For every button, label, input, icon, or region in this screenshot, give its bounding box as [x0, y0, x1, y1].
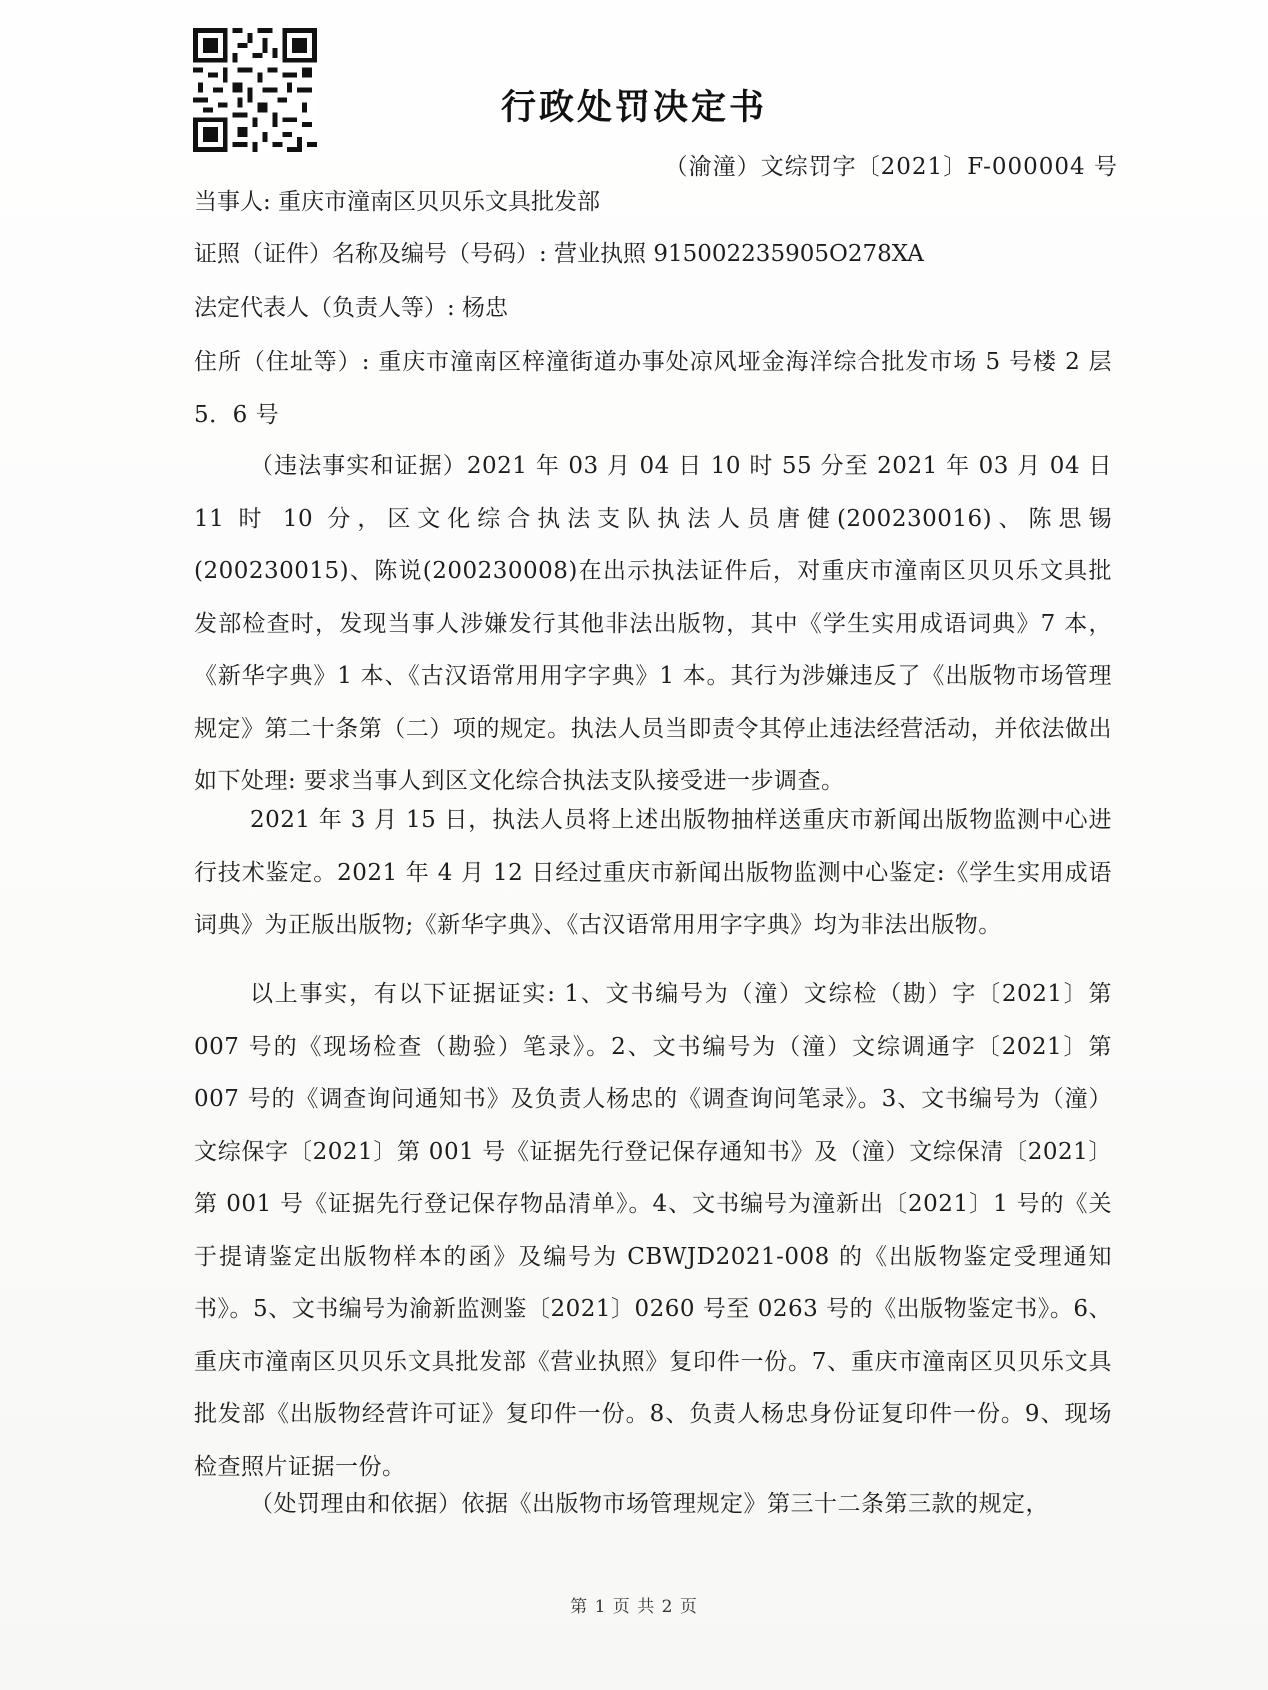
license-field: 证照（证件）名称及编号（号码）: 营业执照 915002235905O278XA — [194, 241, 924, 267]
appraisal-paragraph: 2021 年 3 月 15 日，执法人员将上述出版物抽样送重庆市新闻出版物监测中心进行技术鉴定。2021 年 4 月 12 日经过重庆市新闻出版物监测中心鉴定:《学生实用成语词典》为正版出版物;《新华字典》、《古汉语常用用字字典》均为非法出版物。 — [194, 807, 1112, 938]
basis-paragraph: （处罚理由和依据）依据《出版物市场管理规定》第三十二条第三款的规定， — [250, 1491, 1049, 1517]
page-number: 第 1 页 共 2 页 — [570, 1597, 698, 1617]
representative-field: 法定代表人（负责人等）: 杨忠 — [194, 295, 509, 321]
facts-paragraph: （违法事实和证据）2021 年 03 月 04 日 10 时 55 分至 2021 年 03 月 04 日 11 时 10 分，区文化综合执法支队执法人员唐健(200230016)、陈思锡(200230015)、陈说(200230008)在出示执法证件后，对重庆市潼南区贝贝乐文具批发部检查时，发现当事人涉嫌发行其他非法出版物，其中《学生实用成语词典》7 本，《新华字典》1 本、《古汉语常用用字字典》1 本。其行为涉嫌违反了《出版物市场管理规定》第二十条第（二）项的规定。执法人员当即责令其停止违法经营活动，并依法做出如下处理: 要求当事人到区文化综合执法支队接受进一步调查。 — [194, 453, 1112, 794]
evidence-paragraph: 以上事实，有以下证据证实: 1、文书编号为（潼）文综检（勘）字〔2021〕第 007 号的《现场检查（勘验）笔录》。2、文书编号为（潼）文综调通字〔2021〕第 007 号的《调查询问通知书》及负责人杨忠的《调查询问笔录》。3、文书编号为（潼）文综保字〔2021〕第 001 号《证据先行登记保存通知书》及（潼）文综保清〔2021〕第 001 号《证据先行登记保存物品清单》。4、文书编号为潼新出〔2021〕1 号的《关于提请鉴定出版物样本的函》及编号为 CBWJD2021-008 的《出版物鉴定受理通知书》。5、文书编号为渝新监测鉴〔2021〕0260 号至 0263 号的《出版物鉴定书》。6、重庆市潼南区贝贝乐文具批发部《营业执照》复印件一份。7、重庆市潼南区贝贝乐文具批发部《出版物经营许可证》复印件一份。8、负责人杨忠身份证复印件一份。9、现场检查照片证据一份。 — [194, 981, 1112, 1480]
document-title: 行政处罚决定书 — [500, 87, 767, 128]
address-field: 住所（住址等）: 重庆市潼南区梓潼街道办事处凉风垭金海洋综合批发市场 5 号楼 2 层 5．6 号 — [194, 349, 1112, 428]
document-number: （渝潼）文综罚字〔2021〕F-000004 号 — [664, 154, 1118, 180]
party-field: 当事人: 重庆市潼南区贝贝乐文具批发部 — [194, 189, 601, 215]
